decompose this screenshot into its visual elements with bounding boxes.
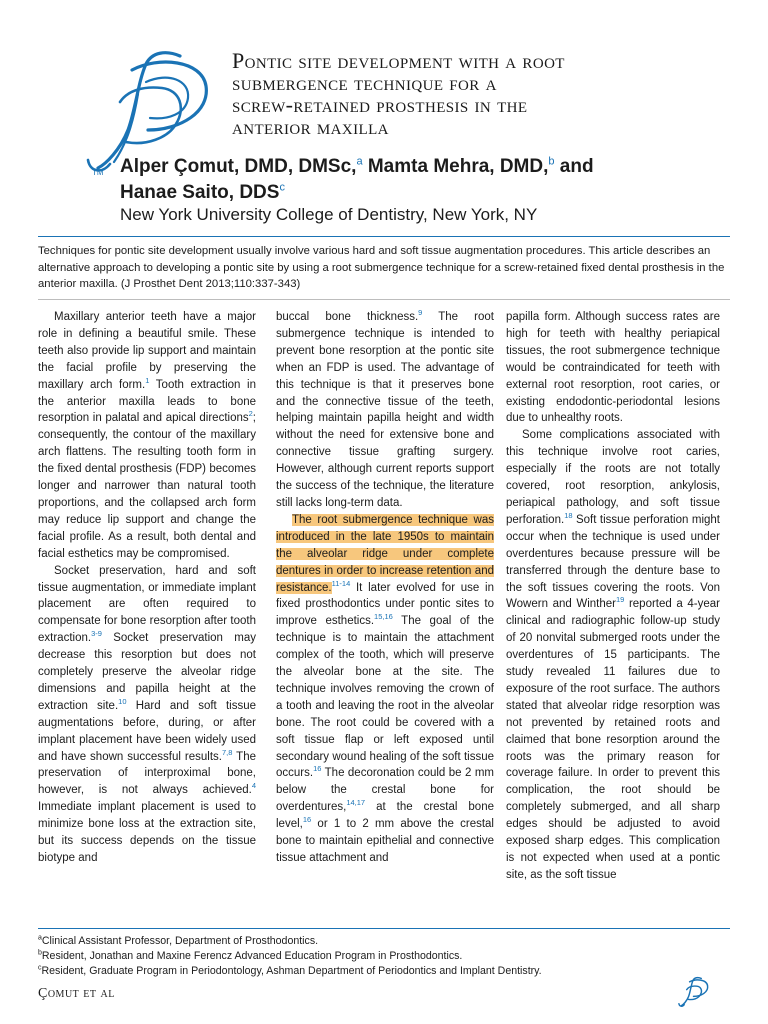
citation-ref[interactable]: 16 [313,764,322,774]
journal-logo-small-icon [676,976,710,1010]
citation-ref[interactable]: 1 [145,375,150,385]
jp-monogram-icon [676,976,710,1010]
author-affil-mark: b [548,155,555,168]
title-line: Pontic site development with a root [232,48,565,73]
citation-ref[interactable]: 7,8 [221,747,233,757]
author-name: Hanae Saito, DDS [120,182,280,203]
paragraph: papilla form. Although success rates are high for teeth with healthy periapical tissues, the root submergence technique would be contraindicated for teeth with external root resorption, root caries, or existing endodontic-periodontal lesions due to unhealthy roots. [506,311,720,425]
footnote: $^a$Clinical Assistant Professor, Department of Prosthodontics. [38,934,319,947]
body-column-3 [506,309,720,884]
paragraph: The root submergence technique was introduced in the late 1950s to maintain the alveolar ridge under complete dentures in order to increase retention and resistance.$^{11-14}$ It later evolved for use in fixed prosthodontics under pontic sites to improve esthetics.$^{15,16}$ The goal of the technique is to maintain the attachment complex of the tooth, which will preserve the alveolar bone at the site. The technique involves removing the crown of a tooth and leaving the root in the alveolar bone. The root could be covered with a soft tissue flap or left exposed until secondary wound healing of the soft tissue occurs.$^{16}$ The decoronation could be 2 mm below the crestal bone for overdentures,$^{14,17}$ at the crestal bone level,$^{16}$ or 1 to 2 mm above the crestal bone to maintain epithelial and connective tissue attachment and [276,513,494,864]
citation-ref[interactable]: 16 [302,815,312,825]
paragraph: Socket preservation, hard and soft tissue augmentation, or immediate implant placement are often required to compensate for bone resorption after tooth extraction.$^{3-9}$ Socket preservation may decrease this resorption but does not completely preserve the alveolar ridge dimensions and papilla height at the extraction site.$^{10}$ Hard and soft tissue augmentations before, during, or after implant placement have been widely used and have shown successful results.$^{7,8}$ The preservation of interproximal bone, however, is not always achieved.$^4$ Immediate implant placement is used to minimize bone loss at the extraction site, but its success depends on the tissue biotype and [38,564,256,864]
author-affil-mark: c [279,181,285,194]
header-divider [38,236,730,237]
running-head: Çomut et al [38,986,115,1001]
citation-ref[interactable]: 15,16 [374,612,393,622]
paragraph: Some complications associated with this technique involve root caries, especially if the roots are not totally covered, root resorption, ankylosis, periapical pathology, and soft tissue perforation.$^{18}$ Soft tissue perforation might occur when the technique is used under overdentures because pressure will be transferred through the denture base to the soft tissues covering the roots. Von Wowern and Winther$^{19}$ reported a 4-year clinical and radiographic follow-up study of 20 nonvital submerged roots under the overdentures of 15 participants. The study revealed 11 failures due to exposure of the root surface. The authors stated that alveolar ridge resorption was not prevented by retained roots and claimed that bone resorption around the roots was the primary reason for coverage failure. In order to prevent this complication, the root should be completely submerged, and all sharp edges should be adjusted to avoid exposed sharp edges. This complication is not expected when used at a pontic site, as the soft tissue [506,429,720,881]
citation-ref[interactable]: 2 [248,409,253,419]
citation-ref[interactable]: 19 [616,595,625,605]
title-line: anterior maxilla [232,114,389,139]
footnote: $^b$Resident, Jonathan and Maxine Ferencz Advanced Education Program in Prosthodontics. [38,949,463,962]
author-name: Alper Çomut, DMD, DMSc, [120,156,357,177]
citation-ref[interactable]: 11-14 [331,578,351,588]
author-name: Mamta Mehra, DMD, [362,156,549,177]
article-title [232,50,672,138]
trademark-mark: TM [92,168,104,177]
footnote-divider [38,928,730,929]
citation-ref[interactable]: 18 [564,511,573,521]
citation-ref[interactable]: 10 [118,697,127,707]
body-column-1 [38,309,256,867]
citation-ref[interactable]: 14,17 [346,798,366,808]
paragraph: Maxillary anterior teeth have a major role in defining a beautiful smile. These teeth also provide lip support and maintain the facial profile by preserving the maxillary arch form.$^1$ Tooth extraction in the anterior maxilla leads to bone resorption in palatal and apical directions$^2$; consequently, the contour of the maxillary arch flattens. The resulting tooth form in the fixed dental prosthesis (FDP) becomes longer and narrower than natural tooth proportions, and the collapsed arch form may reduce lip support and change the facial profile. As a result, both dental and facial esthetics may be compromised. [38,311,256,560]
abstract-divider [38,299,730,300]
footnotes [38,934,730,978]
footnote: $^c$Resident, Graduate Program in Periodontology, Ashman Department of Periodontics and Implant Dentistry. [38,964,542,977]
institution-affiliation: New York University College of Dentistry, New York, NY [120,205,538,224]
paragraph: buccal bone thickness.$^9$ The root submergence technique is intended to prevent bone resorption at the pontic site when an FDP is used. The advantage of this technique is that it preserves bone and the connective tissue of the teeth, helping maintain papilla height and width without the need for extensive bone and connective tissue grafting surgery. However, although current reports support the success of the technique, the literature still lacks long-term data. [276,308,494,509]
author-conjunction: and [554,156,594,177]
citation-ref[interactable]: 4 [251,781,256,791]
citation-ref[interactable]: 9 [418,308,423,318]
title-line: submergence technique for a [232,70,497,95]
author-affil-mark: a [356,155,363,168]
highlighted-text: The root submergence technique was introduced in the late 1950s to maintain the alveolar ridge under complete dentures in order to increase retention and resistance. [276,513,494,594]
abstract: Techniques for pontic site development usually involve various hard and soft tissue augmentation procedures. This article describes an alternative approach to developing a pontic site by using a root submergence technique for a screw-retained fixed dental prosthesis in the anterior maxilla. (J Prosthet Dent 2013;110:337-343) [38,245,725,290]
body-column-2 [276,309,494,867]
title-line: screw-retained prosthesis in the [232,92,528,117]
author-list [120,154,680,206]
citation-ref[interactable]: 3-9 [91,629,102,639]
